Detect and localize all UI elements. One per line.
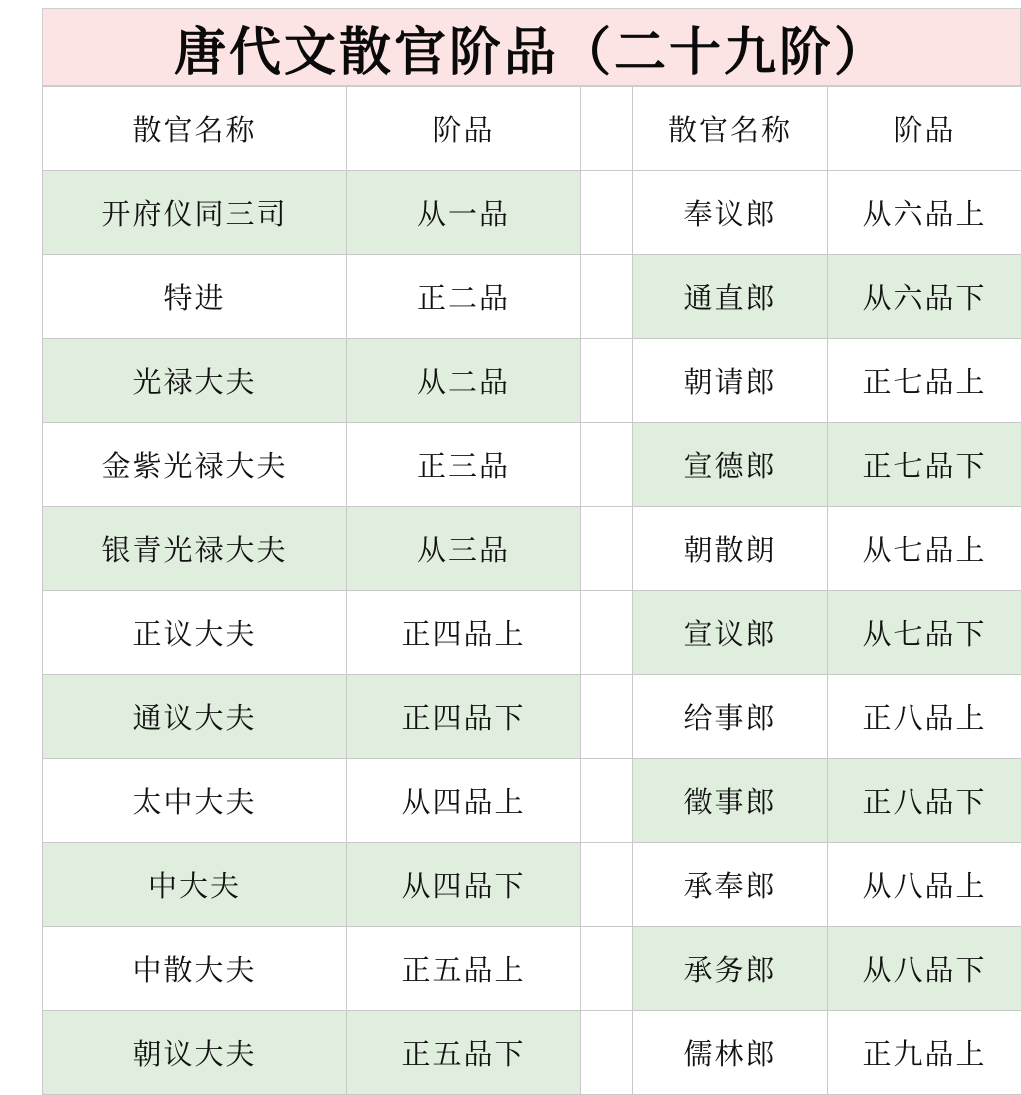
left-office-rank: 从二品 bbox=[347, 339, 581, 423]
header-left-rank: 阶品 bbox=[347, 87, 581, 171]
left-office-rank: 从四品下 bbox=[347, 843, 581, 927]
right-office-rank: 从六品下 bbox=[828, 255, 1021, 339]
rank-table bbox=[42, 86, 1021, 1095]
left-office-name: 太中大夫 bbox=[43, 759, 347, 843]
left-office-rank: 正五品下 bbox=[347, 1011, 581, 1095]
table-row bbox=[43, 1011, 1021, 1095]
table-row bbox=[43, 171, 1021, 255]
row-spacer bbox=[581, 759, 633, 843]
table-row bbox=[43, 255, 1021, 339]
table-row bbox=[43, 423, 1021, 507]
row-spacer bbox=[581, 1011, 633, 1095]
table-row bbox=[43, 591, 1021, 675]
right-office-name: 给事郎 bbox=[633, 675, 828, 759]
row-spacer bbox=[581, 675, 633, 759]
right-office-rank: 正七品下 bbox=[828, 423, 1021, 507]
row-spacer bbox=[581, 339, 633, 423]
table-row bbox=[43, 339, 1021, 423]
left-office-name: 银青光禄大夫 bbox=[43, 507, 347, 591]
row-spacer bbox=[581, 423, 633, 507]
left-office-rank: 正五品上 bbox=[347, 927, 581, 1011]
right-office-rank: 从六品上 bbox=[828, 171, 1021, 255]
left-office-name: 开府仪同三司 bbox=[43, 171, 347, 255]
right-office-rank: 正七品上 bbox=[828, 339, 1021, 423]
right-office-rank: 正八品上 bbox=[828, 675, 1021, 759]
right-office-name: 承奉郎 bbox=[633, 843, 828, 927]
right-office-rank: 从八品下 bbox=[828, 927, 1021, 1011]
left-office-rank: 正四品下 bbox=[347, 675, 581, 759]
row-spacer bbox=[581, 255, 633, 339]
header-left-name: 散官名称 bbox=[43, 87, 347, 171]
left-office-rank: 从一品 bbox=[347, 171, 581, 255]
left-office-rank: 正四品上 bbox=[347, 591, 581, 675]
row-spacer bbox=[581, 507, 633, 591]
row-spacer bbox=[581, 927, 633, 1011]
right-office-name: 儒林郎 bbox=[633, 1011, 828, 1095]
header-right-name: 散官名称 bbox=[633, 87, 828, 171]
right-office-rank: 从七品下 bbox=[828, 591, 1021, 675]
left-office-name: 中大夫 bbox=[43, 843, 347, 927]
rank-table-body bbox=[43, 87, 1021, 1095]
right-office-name: 承务郎 bbox=[633, 927, 828, 1011]
table-row bbox=[43, 507, 1021, 591]
left-office-name: 朝议大夫 bbox=[43, 1011, 347, 1095]
left-office-name: 通议大夫 bbox=[43, 675, 347, 759]
right-office-name: 宣德郎 bbox=[633, 423, 828, 507]
table-row bbox=[43, 759, 1021, 843]
right-office-rank: 正八品下 bbox=[828, 759, 1021, 843]
table-header-row bbox=[43, 87, 1021, 171]
header-spacer bbox=[581, 87, 633, 171]
rank-sheet bbox=[42, 8, 1021, 1088]
left-office-rank: 从四品上 bbox=[347, 759, 581, 843]
row-spacer bbox=[581, 591, 633, 675]
right-office-rank: 从七品上 bbox=[828, 507, 1021, 591]
right-office-name: 徵事郎 bbox=[633, 759, 828, 843]
right-office-rank: 从八品上 bbox=[828, 843, 1021, 927]
left-office-name: 金紫光禄大夫 bbox=[43, 423, 347, 507]
table-row bbox=[43, 843, 1021, 927]
page-title: 唐代文散官阶品（二十九阶） bbox=[42, 8, 1021, 86]
left-office-name: 特进 bbox=[43, 255, 347, 339]
left-office-name: 光禄大夫 bbox=[43, 339, 347, 423]
table-row bbox=[43, 675, 1021, 759]
header-right-rank: 阶品 bbox=[828, 87, 1021, 171]
right-office-name: 通直郎 bbox=[633, 255, 828, 339]
left-office-name: 正议大夫 bbox=[43, 591, 347, 675]
right-office-name: 朝散朗 bbox=[633, 507, 828, 591]
right-office-rank: 正九品上 bbox=[828, 1011, 1021, 1095]
left-office-rank: 正二品 bbox=[347, 255, 581, 339]
left-office-rank: 正三品 bbox=[347, 423, 581, 507]
left-office-name: 中散大夫 bbox=[43, 927, 347, 1011]
table-row bbox=[43, 927, 1021, 1011]
row-spacer bbox=[581, 843, 633, 927]
right-office-name: 宣议郎 bbox=[633, 591, 828, 675]
left-office-rank: 从三品 bbox=[347, 507, 581, 591]
right-office-name: 朝请郎 bbox=[633, 339, 828, 423]
right-office-name: 奉议郎 bbox=[633, 171, 828, 255]
row-spacer bbox=[581, 171, 633, 255]
